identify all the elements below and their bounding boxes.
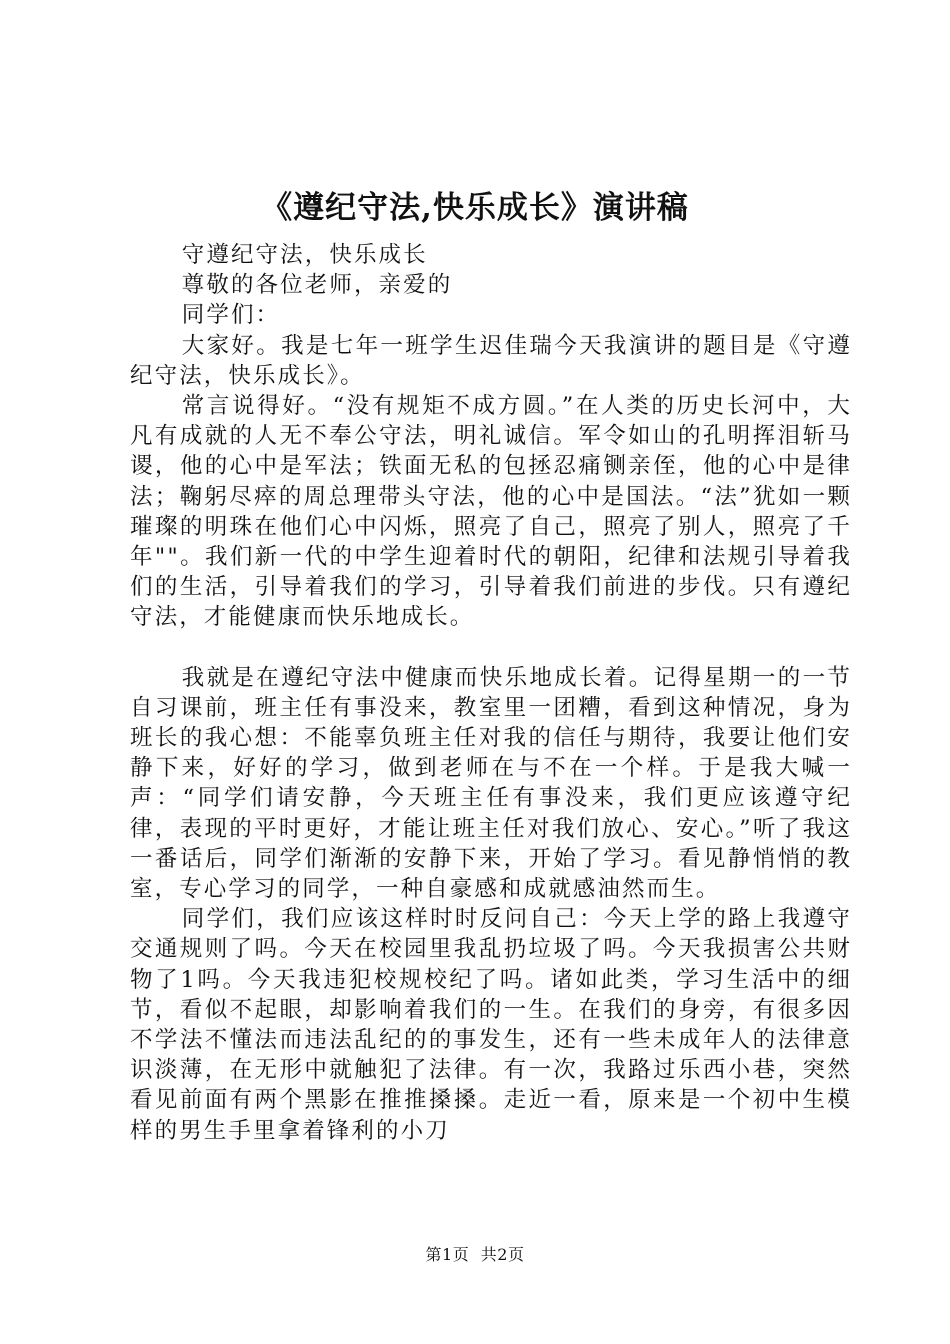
paragraph-subtitle: 守遵纪守法，快乐成长 <box>181 242 428 268</box>
page-total: 共2页 <box>480 1245 525 1264</box>
paragraph-body: 常言说得好。“没有规矩不成方圆。”在人类的历史长河中，大凡有成就的人无不奉公守法，明礼诚信。军令如山的孔明挥泪斩马谡，他的心中是军法；铁面无私的包拯忍痛铡亲侄，他的心中是律法；鞠躬尽瘁的周总理带头守法，他的心中是国法。“法”犹如一颗璀璨的明珠在他们心中闪烁，照亮了自己，照亮了别人，照亮了千年""。我们新一代的中学生迎着时代的朝阳，纪律和法规引导着我们的生活，引导着我们的学习，引导着我们前进的步伐。只有遵纪守法，才能健康而快乐地成长。 <box>130 393 852 631</box>
paragraph-salutation: 尊敬的各位老师，亲爱的 <box>181 272 453 299</box>
document-body <box>130 240 852 1146</box>
paragraph-salutation-continued: 同学们： <box>181 302 281 329</box>
document-title: 《遵纪守法,快乐成长》演讲稿 <box>261 190 689 226</box>
page-footer <box>0 1244 950 1266</box>
paragraph-introduction: 大家好。我是七年一班学生迟佳瑞今天我演讲的题目是《守遵纪守法，快乐成长》。 <box>130 332 852 389</box>
page-number: 第1页 <box>425 1245 470 1264</box>
paragraph-body: 我就是在遵纪守法中健康而快乐地成长着。记得星期一的一节自习课前，班主任有事没来，教室里一团糟，看到这种情况，身为班长的我心想：不能辜负班主任对我的信任与期待，我要让他们安静下来，好好的学习，做到老师在与不在一个样。于是我大喊一声：“同学们请安静，今天班主任有事没来，我们更应该遵守纪律，表现的平时更好，才能让班主任对我们放心、安心。”听了我这一番话后，同学们渐渐的安静下来，开始了学习。看见静悄悄的教室，专心学习的同学，一种自豪感和成就感油然而生。 <box>130 664 852 903</box>
paragraph-body: 同学们，我们应该这样时时反问自己：今天上学的路上我遵守交通规则了吗。今天在校园里我乱扔垃圾了吗。今天我损害公共财物了1吗。今天我违犯校规校纪了吗。诸如此类，学习生活中的细节，看似不起眼，却影响着我们的一生。在我们的身旁，有很多因不学法不懂法而违法乱纪的的事发生，还有一些未成年人的法律意识淡薄，在无形中就触犯了法律。有一次，我路过乐西小巷，突然看见前面有两个黑影在推推搡搡。走近一看，原来是一个初中生模样的男生手里拿着锋利的小刀 <box>130 906 852 1144</box>
